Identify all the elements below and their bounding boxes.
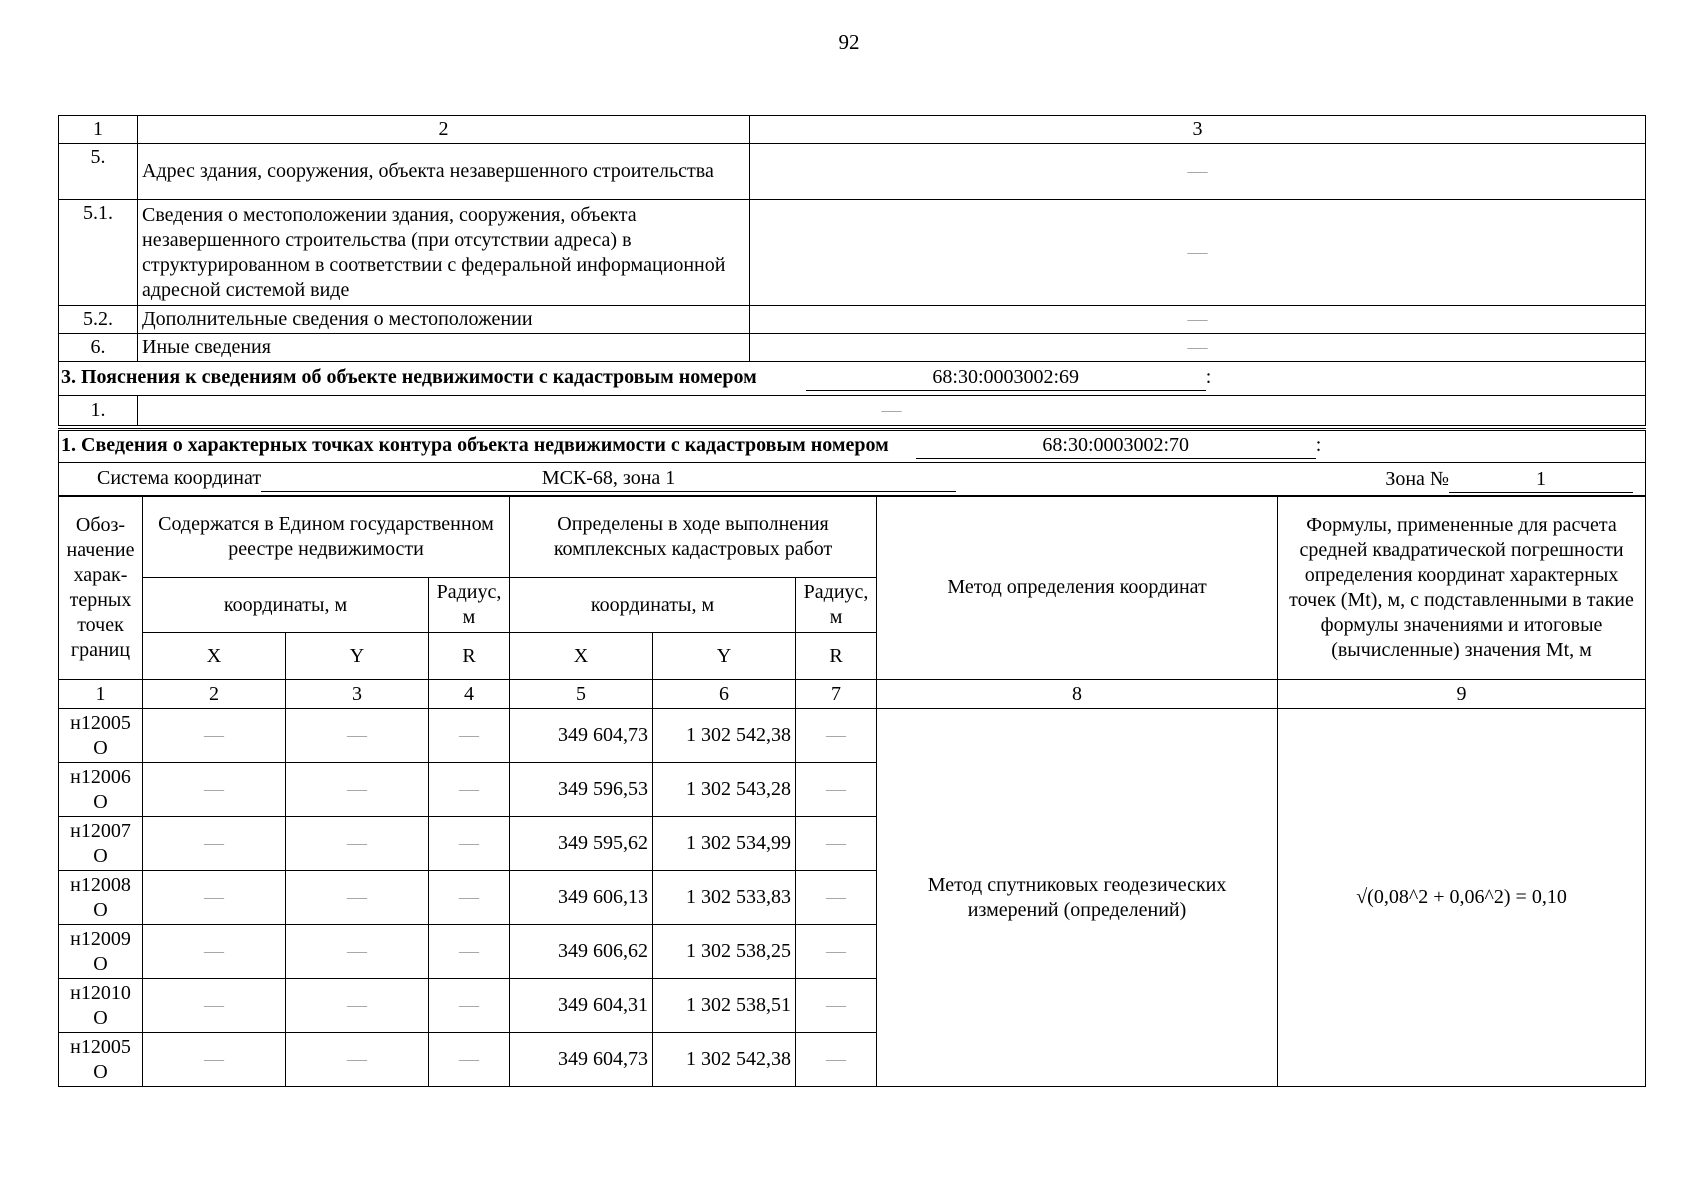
point-x: 349 595,62 [510, 817, 653, 871]
point-suffix: О [93, 952, 108, 975]
empty-dash: — [796, 1033, 877, 1087]
point-suffix: О [93, 844, 108, 867]
coords-header: координаты, м [510, 578, 796, 633]
row-label: Адрес здания, сооружения, объекта незавершенного строительства [138, 144, 750, 200]
empty-dash: — [429, 871, 510, 925]
coord-system-row [59, 462, 1646, 496]
empty-dash: — [429, 979, 510, 1033]
section1-heading [59, 429, 1646, 462]
empty-dash: — [796, 925, 877, 979]
x-header: X [510, 633, 653, 680]
colon: : [1315, 434, 1322, 456]
point-suffix: О [93, 736, 108, 759]
point-x: 349 606,13 [510, 871, 653, 925]
section3-table [58, 361, 1646, 426]
point-id: н12006 [70, 765, 131, 788]
method-value: Метод спутниковых геодезических измерений (определений) [877, 709, 1278, 1087]
empty-dash: — [286, 1033, 429, 1087]
point-id: н12007 [70, 819, 131, 842]
point-rows [59, 709, 1646, 1087]
r-header: R [796, 633, 877, 680]
page-number: 92 [838, 30, 860, 54]
point-x: 349 606,62 [510, 925, 653, 979]
empty-dash: — [143, 979, 286, 1033]
point-y: 1 302 538,51 [653, 979, 796, 1033]
column-number: 2 [143, 680, 286, 709]
row-number: 6. [59, 334, 138, 362]
section3-cadastral-number: 68:30:0003002:69 [806, 365, 1206, 391]
empty-dash: — [286, 925, 429, 979]
point-designation [59, 979, 143, 1033]
point-designation [59, 871, 143, 925]
point-suffix: О [93, 790, 108, 813]
column-numbers-row [59, 680, 1646, 709]
point-row [59, 709, 1646, 763]
row-value: — [750, 334, 1646, 362]
section1-title: 1. Сведения о характерных точках контура объекта недвижимости с кадастровым номером [61, 434, 889, 456]
point-y: 1 302 542,38 [653, 709, 796, 763]
empty-dash: — [796, 871, 877, 925]
column-number: 6 [653, 680, 796, 709]
radius-header: Радиус, м [796, 578, 877, 633]
r-header: R [429, 633, 510, 680]
point-x: 349 596,53 [510, 763, 653, 817]
empty-dash: — [796, 979, 877, 1033]
y-header: Y [653, 633, 796, 680]
point-y: 1 302 538,25 [653, 925, 796, 979]
point-id: н12009 [70, 927, 131, 950]
empty-dash: — [143, 925, 286, 979]
empty-dash: — [143, 709, 286, 763]
coords-header: координаты, м [143, 578, 429, 633]
point-y: 1 302 542,38 [653, 1033, 796, 1087]
row-label: Иные сведения [138, 334, 750, 362]
column-number: 8 [877, 680, 1278, 709]
column-number: 4 [429, 680, 510, 709]
column-number: 7 [796, 680, 877, 709]
empty-dash: — [429, 709, 510, 763]
column-number: 1 [59, 680, 143, 709]
zone-value: 1 [1449, 467, 1633, 493]
point-x: 349 604,73 [510, 709, 653, 763]
point-suffix: О [93, 1060, 108, 1083]
kkr-header: Определены в ходе выполнения комплексных кадастровых работ [510, 496, 877, 578]
point-suffix: О [93, 1006, 108, 1029]
designation-header: Обоз-начение харак-терных точек границ [59, 496, 143, 680]
point-y: 1 302 543,28 [653, 763, 796, 817]
zone-block [1385, 467, 1633, 493]
col-header-3: 3 [750, 116, 1646, 144]
empty-dash: — [429, 925, 510, 979]
empty-dash: — [286, 817, 429, 871]
formula-header: Формулы, примененные для расчета средней квадратической погрешности определения координат характерных точек (Mt), м, с подставленными в такие формулы значениями и итоговые (вычисленные) значения Mt, м [1278, 496, 1646, 680]
row-value: — [750, 144, 1646, 200]
coord-system-label: Система координат [97, 467, 262, 489]
egrn-header: Содержатся в Едином государственном реестре недвижимости [143, 496, 510, 578]
empty-dash: — [796, 709, 877, 763]
x-header: X [143, 633, 286, 680]
point-id: н12005 [70, 711, 131, 734]
point-id: н12008 [70, 873, 131, 896]
formula-value: √(0,08^2 + 0,06^2) = 0,10 [1278, 709, 1646, 1087]
colon: : [1205, 366, 1212, 388]
row-label: Дополнительные сведения о местоположении [138, 306, 750, 334]
empty-dash: — [143, 1033, 286, 1087]
section1-header-table [58, 428, 1646, 497]
point-y: 1 302 534,99 [653, 817, 796, 871]
point-designation [59, 709, 143, 763]
point-suffix: О [93, 898, 108, 921]
empty-dash: — [143, 817, 286, 871]
row-value: — [750, 306, 1646, 334]
object-info-table [58, 115, 1646, 362]
row-number: 1. [59, 395, 138, 425]
empty-dash: — [286, 871, 429, 925]
zone-label: Зона № [1385, 467, 1449, 490]
points-table [58, 495, 1646, 1087]
empty-dash: — [796, 817, 877, 871]
row-number: 5. [59, 144, 138, 200]
empty-dash: — [796, 763, 877, 817]
column-number: 5 [510, 680, 653, 709]
empty-dash: — [429, 763, 510, 817]
point-id: н12010 [70, 981, 131, 1004]
empty-dash: — [429, 1033, 510, 1087]
section1-cadastral-number: 68:30:0003002:70 [916, 433, 1316, 459]
empty-dash: — [286, 979, 429, 1033]
point-designation [59, 817, 143, 871]
row-value: — [750, 200, 1646, 306]
section3-heading [59, 361, 1646, 395]
empty-dash: — [143, 871, 286, 925]
radius-header: Радиус, м [429, 578, 510, 633]
column-number: 3 [286, 680, 429, 709]
col-header-2: 2 [138, 116, 750, 144]
empty-dash: — [286, 763, 429, 817]
row-label: Сведения о местоположении здания, сооружения, объекта незавершенного строительства (при отсутствии адреса) в структурированном в соответствии с федеральной информационной адресной системой виде [138, 200, 750, 306]
empty-dash: — [286, 709, 429, 763]
empty-dash: — [143, 763, 286, 817]
point-designation [59, 763, 143, 817]
section3-title: 3. Пояснения к сведениям об объекте недвижимости с кадастровым номером [61, 366, 757, 388]
document-sheet [58, 115, 1646, 1087]
point-designation [59, 925, 143, 979]
point-y: 1 302 533,83 [653, 871, 796, 925]
empty-dash: — [429, 817, 510, 871]
row-value: — [138, 395, 1646, 425]
point-id: н12005 [70, 1035, 131, 1058]
coord-system-value: МСК-68, зона 1 [261, 466, 956, 492]
point-designation [59, 1033, 143, 1087]
row-number: 5.1. [59, 200, 138, 306]
row-number: 5.2. [59, 306, 138, 334]
point-x: 349 604,31 [510, 979, 653, 1033]
point-x: 349 604,73 [510, 1033, 653, 1087]
y-header: Y [286, 633, 429, 680]
method-header: Метод определения координат [877, 496, 1278, 680]
col-header-1: 1 [59, 116, 138, 144]
column-number: 9 [1278, 680, 1646, 709]
